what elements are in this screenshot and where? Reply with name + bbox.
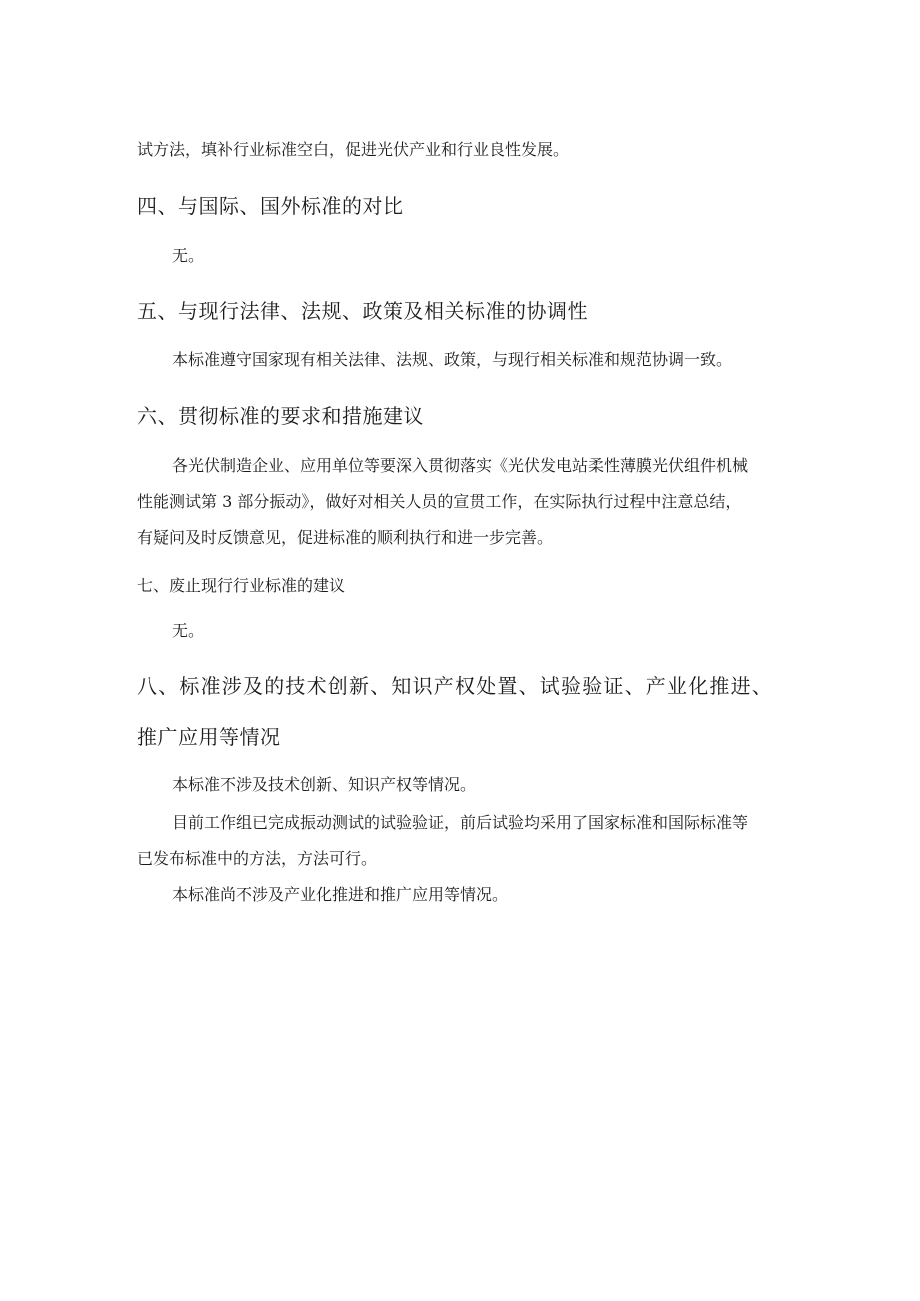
section-8-body-2-line-1: 目前工作组已完成振动测试的试验验证，前后试验均采用了国家标准和国际标准等 xyxy=(172,813,749,832)
section-6-body-line-2: 性能测试第 3 部分振动》，做好对相关人员的宣贯工作，在实际执行过程中注意总结， xyxy=(137,492,742,511)
section-7-heading: 七、废止现行行业标准的建议 xyxy=(137,576,346,595)
section-6-body-line-3: 有疑问及时反馈意见，促进标准的顺利执行和进一步完善。 xyxy=(137,528,554,547)
section-8-body-3: 本标准尚不涉及产业化推进和推广应用等情况。 xyxy=(172,885,509,904)
section-4-heading: 四、与国际、国外标准的对比 xyxy=(137,194,404,218)
section-6-body-line-1: 各光伏制造企业、应用单位等要深入贯彻落实《光伏发电站柔性薄膜光伏组件机械 xyxy=(172,456,749,475)
section-5-body: 本标准遵守国家现有相关法律、法规、政策，与现行相关标准和规范协调一致。 xyxy=(172,350,733,369)
continuation-text: 试方法，填补行业标准空白，促进光伏产业和行业良性发展。 xyxy=(137,140,570,159)
section-5-heading: 五、与现行法律、法规、政策及相关标准的协调性 xyxy=(137,299,588,323)
section-7-body: 无。 xyxy=(172,621,205,640)
section-4-body: 无。 xyxy=(172,246,205,265)
section-8-heading-line-2: 推广应用等情况 xyxy=(137,725,281,749)
section-6-heading: 六、贯彻标准的要求和措施建议 xyxy=(137,404,424,428)
section-8-body-1: 本标准不涉及技术创新、知识产权等情况。 xyxy=(172,775,477,794)
section-8-heading-line-1: 八、标准涉及的技术创新、知识产权处置、试验验证、产业化推进、 xyxy=(137,674,773,698)
section-8-body-2-line-2: 已发布标准中的方法，方法可行。 xyxy=(137,849,378,868)
